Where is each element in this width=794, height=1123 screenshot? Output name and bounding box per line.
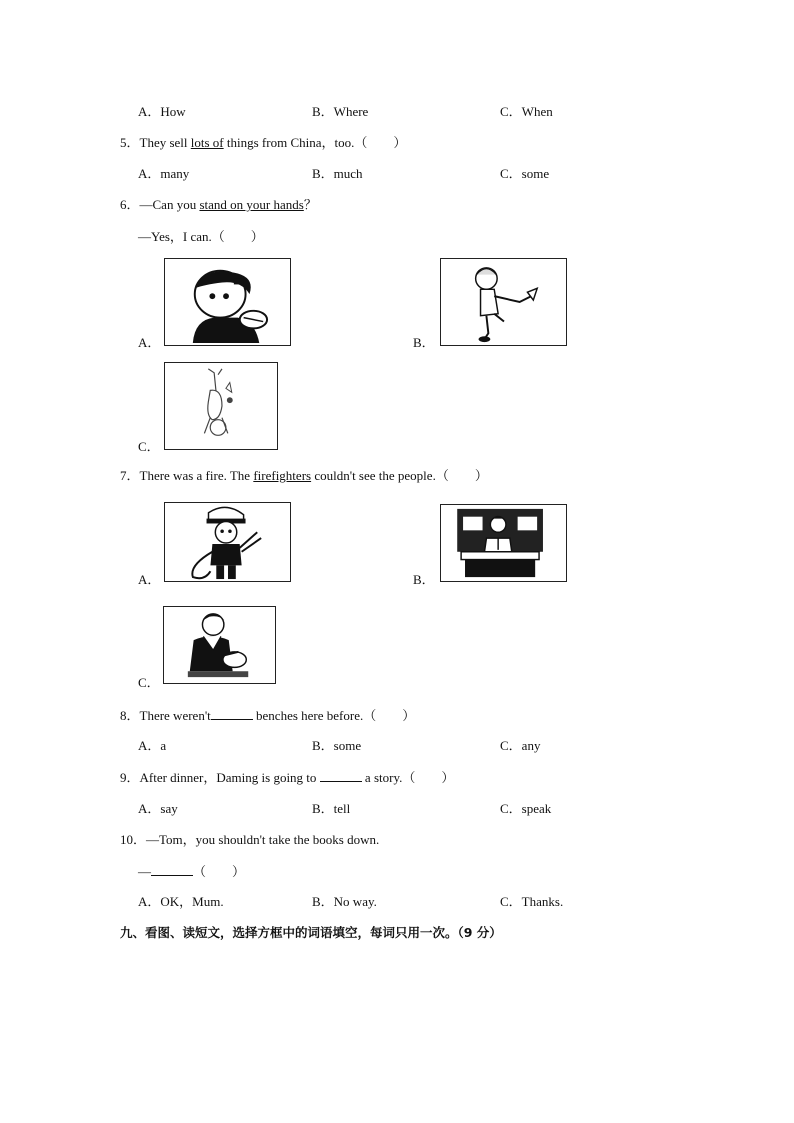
q6-underlined: stand on your hands xyxy=(199,197,304,212)
q10-option-b[interactable]: B．No way. xyxy=(312,894,377,909)
q7-picture-a[interactable] xyxy=(164,502,291,582)
tv-news-reporter-image xyxy=(441,505,566,581)
q10-text-pre: — xyxy=(138,864,151,879)
boy-eating-pie-image xyxy=(165,259,290,345)
q8-blank[interactable] xyxy=(211,707,253,720)
q9-question xyxy=(120,769,454,786)
q6-text-post: ？ xyxy=(303,197,317,212)
q8-text-post: benches here before.（ ） xyxy=(252,708,416,723)
q10-answer-line xyxy=(138,863,245,880)
q9-option-c[interactable]: C．speak xyxy=(500,801,552,816)
q7-option-c[interactable]: C． xyxy=(138,675,160,690)
q8-option-c[interactable]: C．any xyxy=(500,738,541,753)
q6-option-c[interactable]: C． xyxy=(138,439,160,454)
q6-answer-line: —Yes，I can.（ ） xyxy=(138,229,264,244)
kid-dancing-kick-image xyxy=(441,259,566,345)
q8-text-pre: 8．There weren't xyxy=(120,708,211,723)
q7-underlined: firefighters xyxy=(253,468,312,483)
q10-question: 10．—Tom，you shouldn't take the books down. xyxy=(120,832,380,847)
q6-text-pre: 6．—Can you xyxy=(120,197,200,212)
q8-option-b[interactable]: B．some xyxy=(312,738,362,753)
q7-question xyxy=(120,468,488,484)
q6-option-b[interactable]: B． xyxy=(413,335,435,350)
q6-picture-c[interactable] xyxy=(164,362,278,450)
q7-picture-b[interactable] xyxy=(440,504,567,582)
q10-text-post: （ ） xyxy=(193,864,246,879)
q4-option-a[interactable]: A．How xyxy=(138,104,186,119)
q5-option-a[interactable]: A．many xyxy=(138,166,190,181)
q6-question xyxy=(120,197,317,213)
q4-option-c[interactable]: C．When xyxy=(500,104,553,119)
q9-blank[interactable] xyxy=(320,769,362,782)
q9-text-post: a story.（ ） xyxy=(361,770,455,785)
q6-picture-b[interactable] xyxy=(440,258,567,346)
q5-text-pre: 5．They sell xyxy=(120,135,191,150)
q5-option-b[interactable]: B．much xyxy=(312,166,363,181)
q7-option-a[interactable]: A． xyxy=(138,572,161,587)
q7-option-b[interactable]: B． xyxy=(413,572,435,587)
q5-option-c[interactable]: C．some xyxy=(500,166,550,181)
firefighter-with-hose-image xyxy=(165,503,290,581)
q7-text-post: couldn't see the people.（ ） xyxy=(311,468,488,483)
q7-picture-c[interactable] xyxy=(163,606,276,684)
q5-underlined: lots of xyxy=(190,135,224,150)
q10-option-c[interactable]: C．Thanks. xyxy=(500,894,564,909)
q5-text-post: things from China，too.（ ） xyxy=(223,135,407,150)
q9-text-pre: 9．After dinner，Daming is going to xyxy=(120,770,320,785)
q5-question xyxy=(120,135,406,151)
kid-handstand-image xyxy=(165,363,277,449)
q10-blank[interactable] xyxy=(151,863,193,876)
q9-option-b[interactable]: B．tell xyxy=(312,801,351,816)
man-sitting-reading-image xyxy=(164,607,275,683)
q8-option-a[interactable]: A．a xyxy=(138,738,167,753)
section-9-heading: 九、看图、读短文，选择方框中的词语填空，每词只用一次。（9 分） xyxy=(120,925,502,940)
q7-text-pre: 7．There was a fire. The xyxy=(120,468,254,483)
q6-option-a[interactable]: A． xyxy=(138,335,161,350)
q4-option-b[interactable]: B．Where xyxy=(312,104,369,119)
q8-question xyxy=(120,707,415,724)
q10-option-a[interactable]: A．OK，Mum. xyxy=(138,894,224,909)
q9-option-a[interactable]: A．say xyxy=(138,801,178,816)
q6-picture-a[interactable] xyxy=(164,258,291,346)
